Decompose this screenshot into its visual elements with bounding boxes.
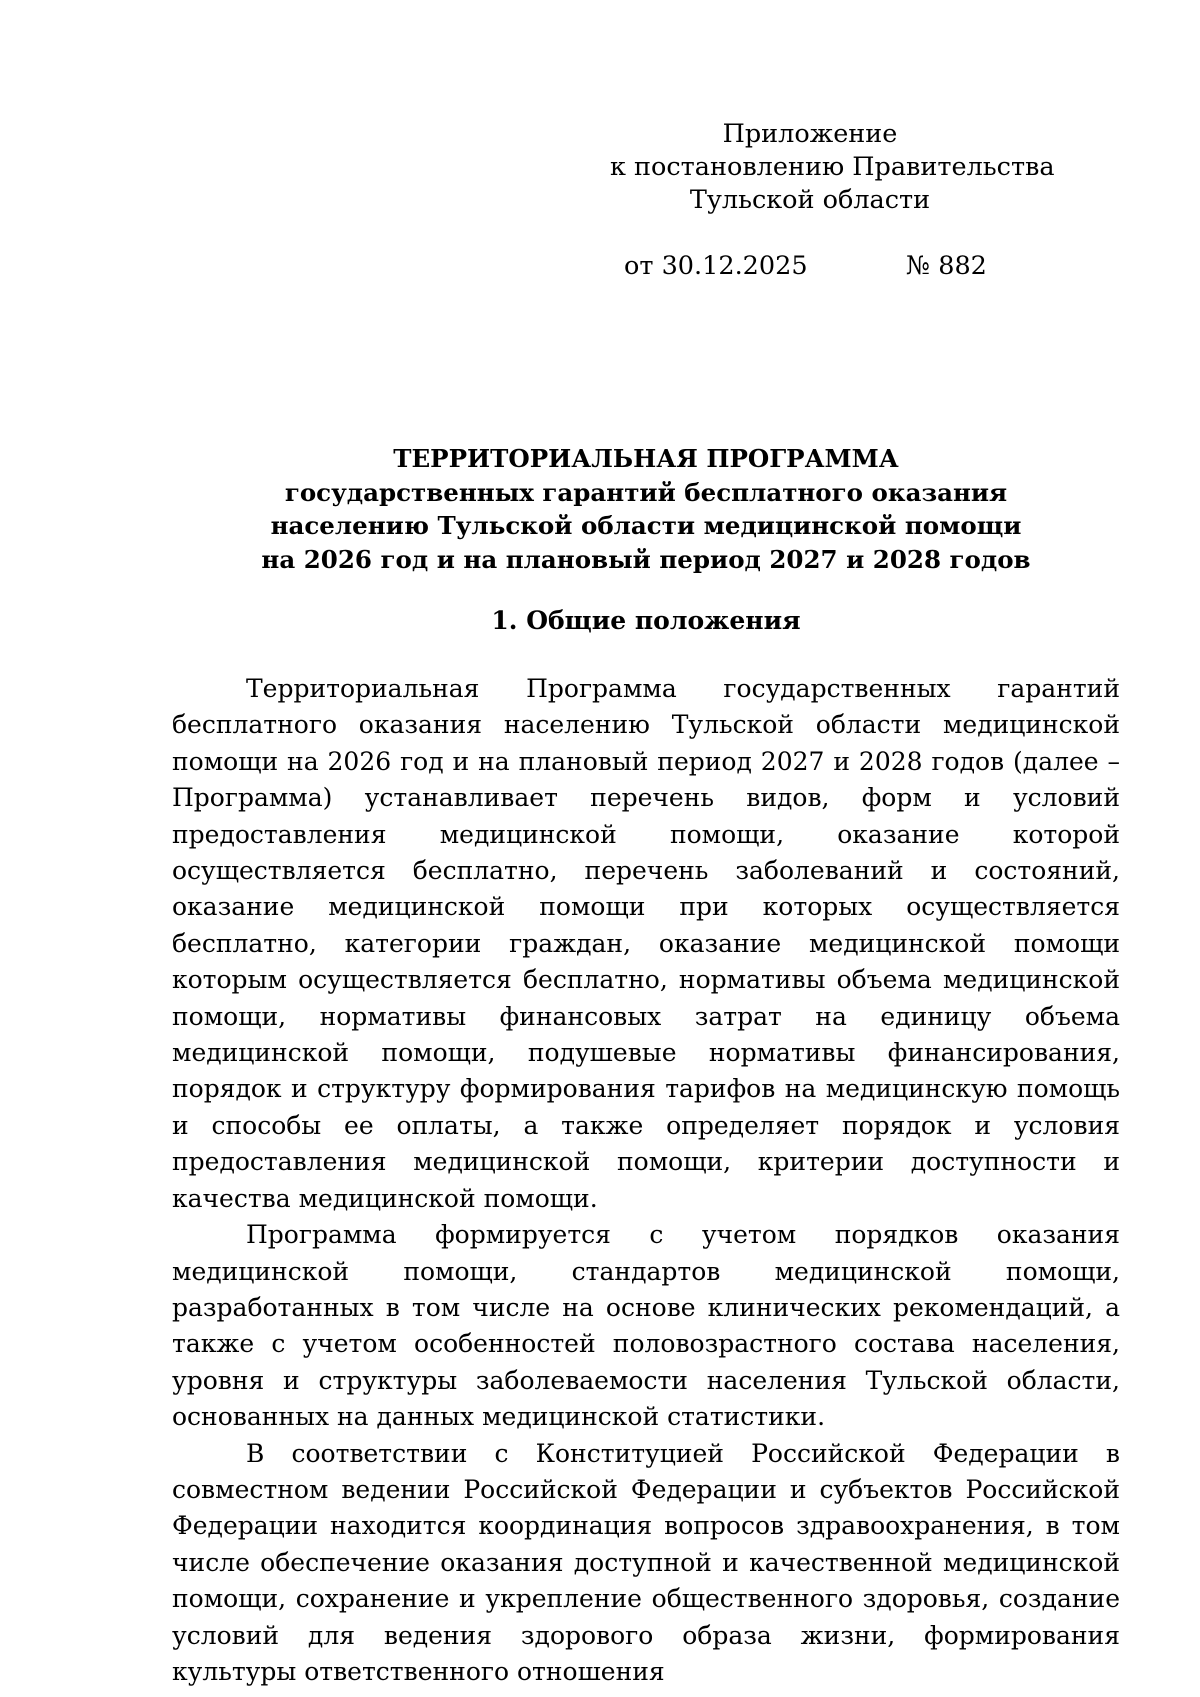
title-line: ТЕРРИТОРИАЛЬНАЯ ПРОГРАММА <box>393 444 899 473</box>
section-heading: 1. Общие положения <box>491 606 801 635</box>
paragraph: Программа формируется с учетом порядков оказания медицинской помощи, стандартов медицинской помощи, разработанных в том числе на основе клинических рекомендаций, а также с учетом особенностей половозрастного состава населения, уровня и структуры заболеваемости населения Тульской области, основанных на данных медицинской статистики. <box>172 1220 1120 1432</box>
title-line: населению Тульской области медицинской помощи <box>270 511 1022 540</box>
title-line: государственных гарантий бесплатного оказания <box>284 477 1008 507</box>
appendix-block <box>610 118 1055 217</box>
appendix-line: Тульской области <box>689 185 931 215</box>
paragraph: В соответствии с Конституцией Российской Федерации в совместном ведении Российской Федерации и субъектов Российской Федерации находится координация вопросов здравоохранения, в том числе обеспечение оказания доступной и качественной медицинской помощи, сохранение и укрепление общественного здоровья, создание условий для ведения здорового образа жизни, формирования культуры ответственного отношения <box>172 1438 1120 1686</box>
resolution-number: № 882 <box>906 251 987 281</box>
paragraph: Территориальная Программа государственных гарантий бесплатного оказания населению Тульской области медицинской помощи на 2026 год и на плановый период 2027 и 2028 годов (далее – Программа) устанавливает перечень видов, форм и условий предоставления медицинской помощи, оказание которой осуществляется бесплатно, перечень заболеваний и состояний, оказание медицинской помощи при которых осуществляется бесплатно, категории граждан, оказание медицинской помощи которым осуществляется бесплатно, нормативы объема медицинской помощи, нормативы финансовых затрат на единицу объема медицинской помощи, подушевые нормативы финансирования, порядок и структуру формирования тарифов на медицинскую помощь и способы ее оплаты, а также определяет порядок и условия предоставления медицинской помощи, критерии доступности и качества медицинской помощи. <box>172 674 1120 1213</box>
appendix-line: Приложение <box>722 119 898 149</box>
title-line: на 2026 год и на плановый период 2027 и 2028 годов <box>261 544 1031 574</box>
document-title <box>172 442 1120 576</box>
resolution-date: от 30.12.2025 <box>624 251 808 281</box>
appendix-line: к постановлению Правительства <box>610 152 1055 182</box>
section-body <box>172 671 1120 1690</box>
